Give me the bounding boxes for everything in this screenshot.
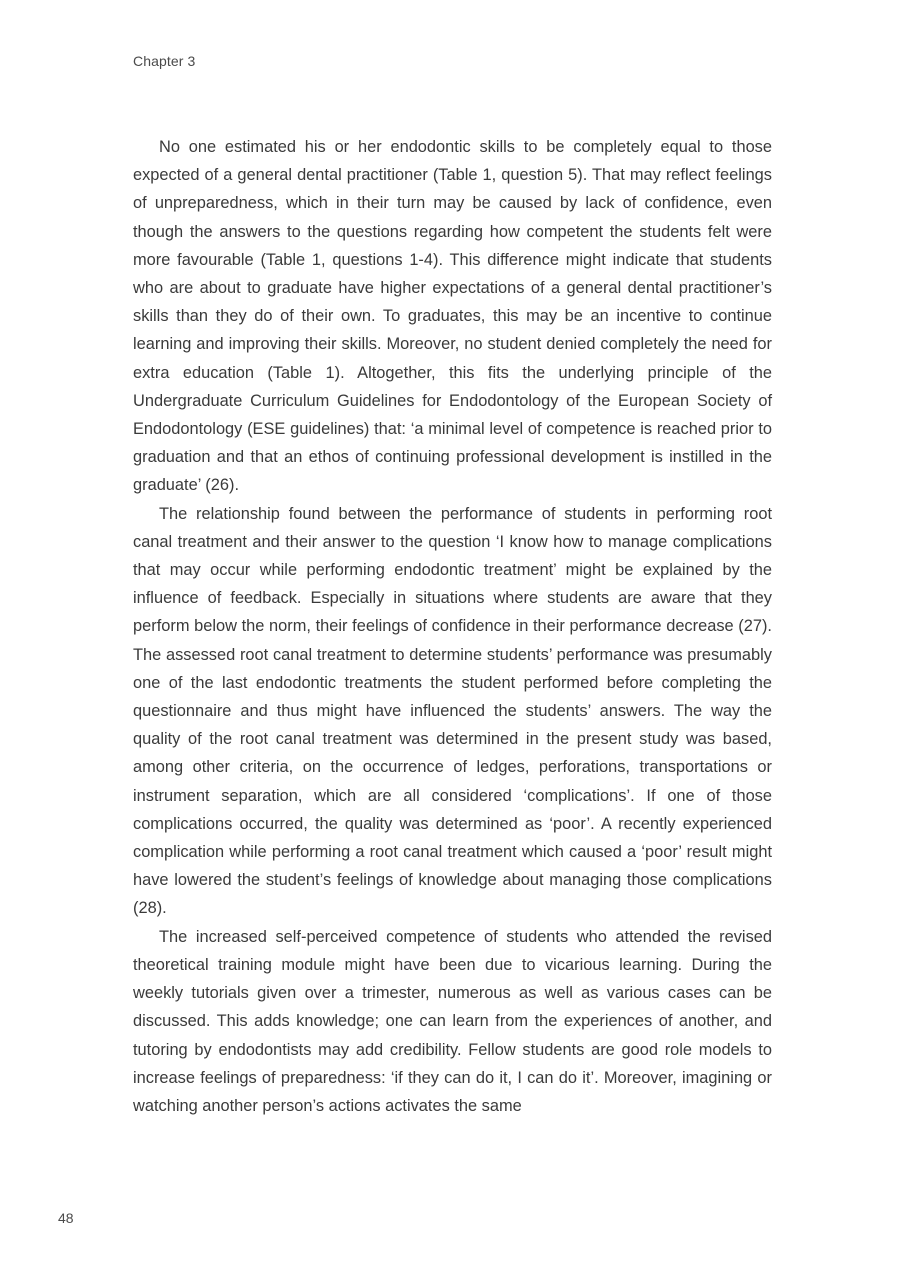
paragraph-3: The increased self-perceived competence of students who attended the revised theoretical training module might have been due to vicarious learning. During the weekly tutorials given over a trimester, numerous as well as various cases can be discussed. This adds knowledge; one can learn from the experiences of another, and tutoring by endodontists may add credibility. Fellow students are good role models to increase feelings of preparedness: ‘if they can do it, I can do it’. Moreover, imagining or watching another person’s actions activates the same (133, 927, 772, 1115)
paragraph-2: The relationship found between the performance of students in performing root canal treatment and their answer to the question ‘I know how to manage complications that may occur while performing endodontic treatment’ might be explained by the influence of feedback. Especially in situations where students are aware that they perform below the norm, their feelings of confidence in their performance decrease (27). The assessed root canal treatment to determine students’ performance was presumably one of the last endodontic treatments the student performed before completing the questionnaire and thus might have influenced the students’ answers. The way the quality of the root canal treatment was determined in the present study was based, among other criteria, on the occurrence of ledges, perforations, transportations or instrument separation, which are all considered ‘complications’. If one of those complications occurred, the quality was determined as ‘poor’. A recently experienced complication while performing a root canal treatment which caused a ‘poor’ result might have lowered the student’s feelings of knowledge about managing those complications (28). (133, 504, 772, 918)
page-number: 48 (58, 1210, 74, 1226)
body-text (133, 133, 772, 1120)
running-header-chapter: Chapter 3 (133, 53, 196, 69)
paragraph-1: No one estimated his or her endodontic skills to be completely equal to those expected of a general dental practitioner (Table 1, question 5). That may reflect feelings of unpreparedness, which in their turn may be caused by lack of confidence, even though the answers to the questions regarding how competent the students felt were more favourable (Table 1, questions 1-4). This difference might indicate that students who are about to graduate have higher expectations of a general dental practitioner’s skills than they do of their own. To graduates, this may be an incentive to continue learning and improving their skills. Moreover, no student denied completely the need for extra education (Table 1). Altogether, this fits the underlying principle of the Undergraduate Curriculum Guidelines for Endodontology of the European Society of Endodontology (ESE guidelines) that: ‘a minimal level of competence is reached prior to graduation and that an ethos of continuing professional development is instilled in the graduate’ (26). (133, 138, 772, 495)
